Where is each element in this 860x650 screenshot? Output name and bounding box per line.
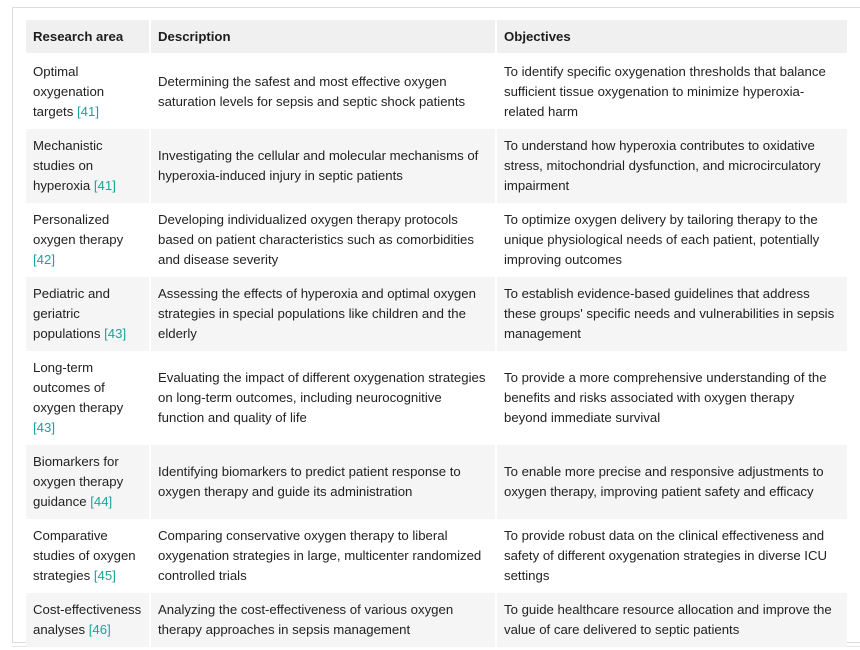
table-row (26, 203, 847, 277)
cell-description: Comparing conservative oxygen therapy to liberal oxygenation strategies in large, multicenter randomized controlled trials (150, 519, 496, 593)
reference-link[interactable]: [46] (88, 622, 111, 637)
table-row (26, 129, 847, 203)
cell-description: Assessing the effects of hyperoxia and optimal oxygen strategies in special populations like children and the elderly (150, 277, 496, 351)
reference-link[interactable]: [45] (93, 568, 116, 583)
area-text: Mechanistic studies on hyperoxia (33, 138, 103, 193)
table-row (26, 54, 847, 129)
table-row (26, 593, 847, 647)
cell-objectives: To guide healthcare resource allocation and improve the value of care delivered to septic patients (496, 593, 847, 647)
area-text: Cost-effectiveness analyses (33, 602, 142, 637)
header-research-area: Research area (26, 20, 150, 54)
cell-objectives: To provide a more comprehensive understanding of the benefits and risks associated with oxygen therapy beyond immediate survival (496, 351, 847, 445)
cell-research-area (26, 54, 150, 129)
area-text: Long-term outcomes of oxygen therapy (33, 360, 124, 415)
research-table (26, 20, 847, 647)
cell-description: Analyzing the cost-effectiveness of various oxygen therapy approaches in sepsis management (150, 593, 496, 647)
header-description: Description (150, 20, 496, 54)
table-row (26, 519, 847, 593)
area-text: Personalized oxygen therapy (33, 212, 124, 247)
reference-link[interactable]: [43] (33, 420, 55, 435)
cell-description: Developing individualized oxygen therapy protocols based on patient characteristics such as comorbidities and disease severity (150, 203, 496, 277)
table-row (26, 277, 847, 351)
cell-objectives: To establish evidence-based guidelines that address these groups' specific needs and vulnerabilities in sepsis management (496, 277, 847, 351)
cell-research-area (26, 129, 150, 203)
cell-objectives: To enable more precise and responsive adjustments to oxygen therapy, improving patient safety and efficacy (496, 445, 847, 519)
area-text: Biomarkers for oxygen therapy guidance (33, 454, 124, 509)
header-objectives: Objectives (496, 20, 847, 54)
cell-objectives: To provide robust data on the clinical effectiveness and safety of different oxygenation strategies in diverse ICU settings (496, 519, 847, 593)
table-row (26, 445, 847, 519)
cell-objectives: To identify specific oxygenation thresholds that balance sufficient tissue oxygenation to minimize hyperoxia-related harm (496, 54, 847, 129)
cell-research-area (26, 351, 150, 445)
reference-link[interactable]: [41] (93, 178, 116, 193)
cell-research-area (26, 445, 150, 519)
cell-research-area (26, 519, 150, 593)
table-row (26, 351, 847, 445)
cell-description: Determining the safest and most effective oxygen saturation levels for sepsis and septic shock patients (150, 54, 496, 129)
reference-link[interactable]: [42] (33, 252, 55, 267)
cell-research-area (26, 593, 150, 647)
reference-link[interactable]: [44] (90, 494, 113, 509)
table-header-row (26, 20, 847, 54)
area-text: Optimal oxygenation targets (33, 64, 105, 119)
area-text: Pediatric and geriatric populations (33, 286, 110, 341)
cell-objectives: To optimize oxygen delivery by tailoring therapy to the unique physiological needs of each patient, potentially improving outcomes (496, 203, 847, 277)
cell-objectives: To understand how hyperoxia contributes to oxidative stress, mitochondrial dysfunction, and microcirculatory impairment (496, 129, 847, 203)
reference-link[interactable]: [43] (104, 326, 127, 341)
reference-link[interactable]: [41] (77, 104, 99, 119)
cell-description: Identifying biomarkers to predict patient response to oxygen therapy and guide its administration (150, 445, 496, 519)
cell-research-area (26, 203, 150, 277)
cell-research-area (26, 277, 150, 351)
cell-description: Investigating the cellular and molecular mechanisms of hyperoxia-induced injury in septic patients (150, 129, 496, 203)
cell-description: Evaluating the impact of different oxygenation strategies on long-term outcomes, including neurocognitive function and quality of life (150, 351, 496, 445)
area-text: Comparative studies of oxygen strategies (33, 528, 136, 583)
